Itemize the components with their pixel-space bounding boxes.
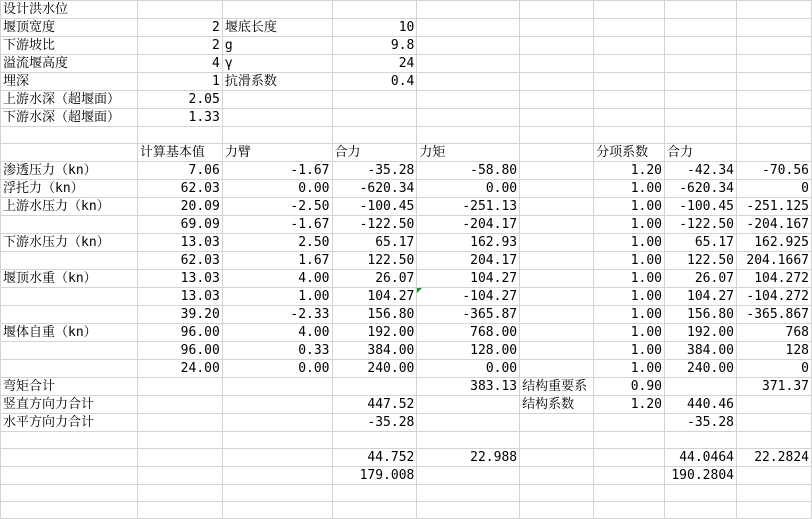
sheet-cell[interactable]: 96.00 [137,324,222,342]
sheet-cell[interactable]: 结构重要系 [520,378,594,396]
sheet-cell[interactable]: 1.00 [594,216,665,234]
sheet-cell[interactable]: 22.988 [417,449,520,467]
sheet-cell[interactable]: 96.00 [137,342,222,360]
sheet-cell[interactable] [594,91,665,109]
sheet-cell[interactable] [222,396,332,414]
sheet-cell[interactable]: -122.50 [665,216,737,234]
sheet-row [1,485,812,502]
sheet-cell[interactable]: 4.00 [222,324,332,342]
sheet-cell[interactable] [665,109,737,127]
sheet-cell[interactable]: 768 [736,324,811,342]
sheet-cell[interactable]: 9.8 [332,37,417,55]
sheet-cell[interactable]: 383.13 [417,378,520,396]
sheet-cell[interactable]: 1.00 [594,198,665,216]
sheet-cell[interactable]: 1.67 [222,252,332,270]
sheet-cell[interactable] [520,162,594,180]
sheet-cell[interactable]: 128 [736,342,811,360]
sheet-row [1,162,812,180]
sheet-row [1,127,812,144]
sheet-cell[interactable] [736,127,811,144]
sheet-cell[interactable] [1,216,138,234]
sheet-cell[interactable] [417,127,520,144]
sheet-cell[interactable] [137,378,222,396]
sheet-cell[interactable]: 0.00 [417,180,520,198]
sheet-cell[interactable] [1,288,138,306]
sheet-cell[interactable]: 1.00 [594,342,665,360]
sheet-cell[interactable]: 堰顶水重（kn） [1,270,138,288]
sheet-cell[interactable]: 384.00 [665,342,737,360]
sheet-cell[interactable] [594,485,665,502]
sheet-cell[interactable]: -204.167 [736,216,811,234]
sheet-cell[interactable] [222,467,332,485]
sheet-cell[interactable]: 1.00 [594,306,665,324]
sheet-cell[interactable] [417,414,520,432]
sheet-cell[interactable] [1,306,138,324]
sheet-row [1,360,812,378]
sheet-cell[interactable] [1,467,138,485]
sheet-cell[interactable]: 162.93 [417,234,520,252]
sheet-cell[interactable] [417,467,520,485]
sheet-cell[interactable] [222,432,332,449]
sheet-cell[interactable] [520,127,594,144]
sheet-cell[interactable] [332,91,417,109]
sheet-cell[interactable]: 2.50 [222,234,332,252]
sheet-cell[interactable] [222,414,332,432]
sheet-cell[interactable]: 104.27 [665,288,737,306]
sheet-cell[interactable] [665,73,737,91]
sheet-cell[interactable]: 1.00 [594,270,665,288]
sheet-cell[interactable] [222,1,332,19]
sheet-row [1,55,812,73]
sheet-cell[interactable]: -42.34 [665,162,737,180]
sheet-row [1,396,812,414]
sheet-row [1,449,812,467]
sheet-row [1,467,812,485]
sheet-cell[interactable] [417,37,520,55]
sheet-cell[interactable]: 69.09 [137,216,222,234]
sheet-row [1,144,812,162]
sheet-cell[interactable]: 44.752 [332,449,417,467]
sheet-cell[interactable] [332,432,417,449]
sheet-cell[interactable] [520,37,594,55]
sheet-cell[interactable]: -251.125 [736,198,811,216]
sheet-cell[interactable]: -620.34 [332,180,417,198]
sheet-cell[interactable] [594,127,665,144]
sheet-cell[interactable]: 13.03 [137,234,222,252]
sheet-cell[interactable]: 上游水深（超堰面） [1,91,138,109]
sheet-cell[interactable] [137,127,222,144]
sheet-cell[interactable] [417,432,520,449]
sheet-cell[interactable]: 结构系数 [520,396,594,414]
sheet-cell[interactable]: 0.00 [222,360,332,378]
sheet-cell[interactable]: 1.20 [594,396,665,414]
sheet-cell[interactable]: 122.50 [665,252,737,270]
sheet-cell[interactable] [520,485,594,502]
sheet-cell[interactable] [332,485,417,502]
sheet-cell[interactable]: 合力 [332,144,417,162]
sheet-cell[interactable] [736,91,811,109]
sheet-cell[interactable] [222,127,332,144]
sheet-cell[interactable]: 堰顶宽度 [1,19,138,37]
sheet-cell[interactable] [137,414,222,432]
sheet-cell[interactable] [594,1,665,19]
sheet-cell[interactable]: 1.00 [594,288,665,306]
sheet-cell[interactable] [417,485,520,502]
sheet-cell[interactable] [1,360,138,378]
sheet-row [1,502,812,519]
sheet-cell[interactable]: 计算基本值 [137,144,222,162]
sheet-cell[interactable] [594,37,665,55]
sheet-cell[interactable] [520,55,594,73]
sheet-cell[interactable] [1,432,138,449]
sheet-cell[interactable] [594,55,665,73]
sheet-cell[interactable] [665,485,737,502]
sheet-cell[interactable]: 力臂 [222,144,332,162]
sheet-cell[interactable] [520,198,594,216]
sheet-cell[interactable]: 204.17 [417,252,520,270]
sheet-cell[interactable] [665,432,737,449]
sheet-cell[interactable]: -365.87 [417,306,520,324]
sheet-cell[interactable]: 0.33 [222,342,332,360]
sheet-cell[interactable] [594,73,665,91]
sheet-cell[interactable]: -122.50 [332,216,417,234]
sheet-cell[interactable] [417,91,520,109]
sheet-cell[interactable]: 1.00 [594,252,665,270]
sheet-cell[interactable]: 128.00 [417,342,520,360]
sheet-cell[interactable] [520,144,594,162]
sheet-row [1,91,812,109]
sheet-cell[interactable] [1,342,138,360]
sheet-cell[interactable] [736,19,811,37]
sheet-cell[interactable]: 179.008 [332,467,417,485]
sheet-cell[interactable]: -70.56 [736,162,811,180]
sheet-cell[interactable] [332,127,417,144]
sheet-cell[interactable] [137,467,222,485]
sheet-cell[interactable] [520,324,594,342]
sheet-cell[interactable] [137,502,222,519]
sheet-cell[interactable] [1,127,138,144]
sheet-cell[interactable]: -100.45 [665,198,737,216]
sheet-cell[interactable] [520,306,594,324]
sheet-cell[interactable] [665,378,737,396]
sheet-cell[interactable]: 44.0464 [665,449,737,467]
sheet-cell[interactable]: 1.00 [594,360,665,378]
sheet-row [1,180,812,198]
sheet-row [1,73,812,91]
sheet-cell[interactable]: -58.80 [417,162,520,180]
sheet-cell[interactable]: 2 [137,19,222,37]
sheet-cell[interactable]: 上游水压力（kn） [1,198,138,216]
sheet-cell[interactable] [1,485,138,502]
sheet-cell[interactable]: 384.00 [332,342,417,360]
sheet-cell[interactable]: -35.28 [332,414,417,432]
sheet-cell[interactable]: 设计洪水位 [1,1,138,19]
sheet-cell[interactable]: 竖直方向力合计 [1,396,138,414]
sheet-cell[interactable] [417,73,520,91]
sheet-cell[interactable] [665,19,737,37]
sheet-cell[interactable]: -2.33 [222,306,332,324]
sheet-cell[interactable]: 162.925 [736,234,811,252]
sheet-cell[interactable]: -104.272 [736,288,811,306]
sheet-cell[interactable] [520,1,594,19]
sheet-cell[interactable]: 下游水深（超堰面） [1,109,138,127]
sheet-cell[interactable]: 4 [137,55,222,73]
sheet-row [1,414,812,432]
sheet-cell[interactable]: 26.07 [665,270,737,288]
sheet-row [1,378,812,396]
sheet-cell[interactable] [594,502,665,519]
sheet-cell[interactable]: -1.67 [222,162,332,180]
sheet-cell[interactable] [665,1,737,19]
sheet-cell[interactable]: 埋深 [1,73,138,91]
sheet-cell[interactable] [594,19,665,37]
sheet-cell[interactable] [1,252,138,270]
sheet-cell[interactable] [736,109,811,127]
sheet-cell[interactable] [736,37,811,55]
sheet-cell[interactable] [417,55,520,73]
sheet-cell[interactable] [736,1,811,19]
sheet-row [1,234,812,252]
sheet-cell[interactable] [665,91,737,109]
sheet-cell[interactable] [594,414,665,432]
sheet-cell[interactable]: 1 [137,73,222,91]
sheet-cell[interactable] [520,109,594,127]
sheet-cell[interactable]: 1.33 [137,109,222,127]
sheet-cell[interactable] [1,502,138,519]
sheet-cell[interactable]: γ [222,55,332,73]
sheet-cell[interactable] [332,378,417,396]
sheet-row [1,252,812,270]
sheet-cell[interactable]: 4.00 [222,270,332,288]
sheet-row [1,342,812,360]
sheet-cell[interactable]: 39.20 [137,306,222,324]
sheet-row [1,270,812,288]
sheet-cell[interactable] [222,502,332,519]
sheet-cell[interactable]: 24.00 [137,360,222,378]
sheet-cell[interactable] [665,127,737,144]
sheet-cell[interactable] [520,288,594,306]
sheet-cell[interactable] [594,449,665,467]
sheet-cell[interactable] [520,73,594,91]
sheet-cell[interactable] [736,432,811,449]
sheet-cell[interactable] [520,432,594,449]
sheet-cell[interactable] [520,19,594,37]
sheet-cell[interactable] [1,449,138,467]
sheet-row [1,198,812,216]
sheet-cell[interactable]: 192.00 [665,324,737,342]
sheet-cell[interactable]: 1.00 [594,324,665,342]
sheet-cell[interactable]: 240.00 [665,360,737,378]
sheet-cell[interactable]: -2.50 [222,198,332,216]
sheet-cell[interactable]: 240.00 [332,360,417,378]
sheet-cell[interactable] [665,55,737,73]
sheet-cell[interactable] [736,73,811,91]
sheet-cell[interactable]: -204.17 [417,216,520,234]
sheet-cell[interactable]: 104.27 [332,288,417,306]
sheet-cell[interactable] [736,55,811,73]
sheet-cell[interactable] [137,432,222,449]
sheet-cell[interactable] [520,234,594,252]
sheet-cell[interactable] [520,180,594,198]
sheet-cell[interactable]: 7.06 [137,162,222,180]
sheet-cell[interactable]: -251.13 [417,198,520,216]
sheet-cell[interactable]: 0.00 [222,180,332,198]
sheet-cell[interactable]: 渗透压力（kn） [1,162,138,180]
sheet-row [1,19,812,37]
sheet-cell[interactable]: -1.67 [222,216,332,234]
sheet-row [1,37,812,55]
sheet-cell[interactable]: 分项系数 [594,144,665,162]
sheet-cell[interactable]: 104.27 [417,270,520,288]
sheet-cell[interactable]: 62.03 [137,180,222,198]
sheet-cell[interactable] [665,37,737,55]
sheet-cell[interactable]: 62.03 [137,252,222,270]
sheet-cell[interactable]: 溢流堰高度 [1,55,138,73]
sheet-cell[interactable]: 13.03 [137,270,222,288]
sheet-cell[interactable]: 1.00 [222,288,332,306]
sheet-cell[interactable] [137,449,222,467]
sheet-cell[interactable] [417,1,520,19]
sheet-cell[interactable]: 2.05 [137,91,222,109]
sheet-cell[interactable]: 24 [332,55,417,73]
sheet-cell[interactable] [137,485,222,502]
sheet-cell[interactable]: -100.45 [332,198,417,216]
sheet-cell[interactable]: 190.2804 [665,467,737,485]
sheet-cell[interactable]: 204.1667 [736,252,811,270]
sheet-cell[interactable]: -35.28 [665,414,737,432]
sheet-cell[interactable] [736,467,811,485]
sheet-cell[interactable]: 26.07 [332,270,417,288]
sheet-cell[interactable]: -35.28 [332,162,417,180]
sheet-row [1,306,812,324]
sheet-cell[interactable] [594,109,665,127]
sheet-cell[interactable] [520,342,594,360]
sheet-cell[interactable] [417,109,520,127]
sheet-row [1,109,812,127]
sheet-cell[interactable]: 440.46 [665,396,737,414]
sheet-cell[interactable]: -620.34 [665,180,737,198]
sheet-cell[interactable] [1,144,138,162]
sheet-cell[interactable] [137,1,222,19]
sheet-cell[interactable] [520,270,594,288]
sheet-cell[interactable]: g [222,37,332,55]
sheet-cell[interactable] [417,502,520,519]
sheet-cell[interactable]: 浮托力（kn） [1,180,138,198]
sheet-row [1,432,812,449]
sheet-cell[interactable]: 下游水压力（kn） [1,234,138,252]
sheet-cell[interactable]: 下游坡比 [1,37,138,55]
sheet-cell[interactable] [736,502,811,519]
sheet-cell[interactable]: 2 [137,37,222,55]
sheet-cell[interactable] [332,502,417,519]
sheet-row [1,324,812,342]
sheet-row [1,288,812,306]
sheet-cell[interactable]: 0 [736,360,811,378]
sheet-cell[interactable]: 156.80 [665,306,737,324]
sheet-row [1,216,812,234]
sheet-cell[interactable]: 13.03 [137,288,222,306]
sheet-cell[interactable]: 0.00 [417,360,520,378]
sheet-cell[interactable] [736,396,811,414]
sheet-cell[interactable]: 0.4 [332,73,417,91]
sheet-cell[interactable] [520,467,594,485]
sheet-cell[interactable] [222,449,332,467]
sheet-cell[interactable] [222,485,332,502]
sheet-cell[interactable]: 堰底长度 [222,19,332,37]
sheet-cell[interactable] [665,502,737,519]
sheet-cell[interactable] [520,216,594,234]
sheet-cell[interactable]: 104.272 [736,270,811,288]
sheet-cell[interactable]: 抗滑系数 [222,73,332,91]
sheet-cell[interactable]: 65.17 [665,234,737,252]
sheet-cell[interactable]: 0 [736,180,811,198]
sheet-cell[interactable] [222,91,332,109]
sheet-cell[interactable] [222,109,332,127]
sheet-cell[interactable] [332,1,417,19]
sheet-cell[interactable]: 1.00 [594,234,665,252]
sheet-cell[interactable] [417,19,520,37]
sheet-cell[interactable]: 1.20 [594,162,665,180]
sheet-cell[interactable]: -104.27 [417,288,520,306]
sheet-cell[interactable] [736,485,811,502]
sheet-cell[interactable] [520,449,594,467]
sheet-cell[interactable]: 192.00 [332,324,417,342]
sheet-cell[interactable]: 堰体自重（kn） [1,324,138,342]
sheet-cell[interactable] [222,378,332,396]
sheet-cell[interactable]: 371.37 [736,378,811,396]
sheet-cell[interactable] [594,467,665,485]
sheet-cell[interactable] [332,109,417,127]
sheet-cell[interactable] [417,396,520,414]
sheet-row [1,1,812,19]
sheet-cell[interactable]: 0.90 [594,378,665,396]
sheet-cell[interactable]: 10 [332,19,417,37]
sheet-cell[interactable]: 65.17 [332,234,417,252]
sheet-cell[interactable] [520,91,594,109]
comment-indicator-icon [417,288,422,293]
sheet-cell[interactable]: 22.2824 [736,449,811,467]
sheet-cell[interactable]: 弯矩合计 [1,378,138,396]
sheet-cell[interactable]: 122.50 [332,252,417,270]
sheet-cell[interactable] [137,396,222,414]
sheet-cell[interactable]: -365.867 [736,306,811,324]
sheet-cell[interactable]: 156.80 [332,306,417,324]
sheet-cell[interactable]: 1.00 [594,180,665,198]
sheet-cell[interactable] [520,414,594,432]
sheet-cell[interactable]: 水平方向力合计 [1,414,138,432]
sheet-cell[interactable]: 20.09 [137,198,222,216]
sheet-cell[interactable] [520,252,594,270]
sheet-cell[interactable] [736,144,811,162]
sheet-cell[interactable] [520,502,594,519]
sheet-cell[interactable]: 768.00 [417,324,520,342]
sheet-cell[interactable] [520,360,594,378]
sheet-cell[interactable] [736,414,811,432]
sheet-cell[interactable]: 力矩 [417,144,520,162]
sheet-cell[interactable]: 447.52 [332,396,417,414]
sheet-cell[interactable]: 合力 [665,144,737,162]
sheet-cell[interactable] [594,432,665,449]
